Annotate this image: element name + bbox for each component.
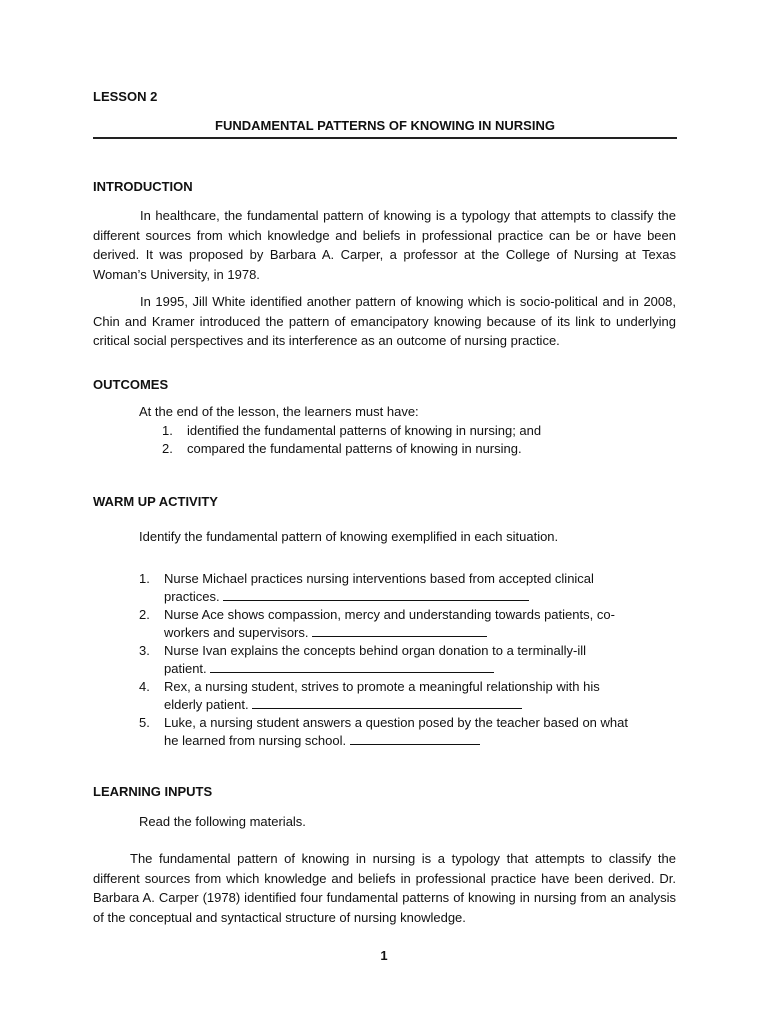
warm-up-number: 1.: [139, 571, 150, 586]
page-number: 1: [380, 948, 388, 963]
warm-up-line-text: elderly patient.: [164, 697, 249, 712]
warm-up-item: [139, 642, 659, 678]
warm-up-line: Luke, a nursing student answers a question posed by the teacher based on what: [164, 715, 628, 730]
warm-up-line-text: practices.: [164, 589, 220, 604]
outcome-text: compared the fundamental patterns of knowing in nursing.: [187, 441, 522, 456]
warm-up-number: 2.: [139, 607, 150, 622]
warm-up-item: [139, 570, 659, 606]
answer-blank[interactable]: [210, 661, 494, 673]
warm-up-list: [139, 570, 659, 750]
warm-up-line-text: he learned from nursing school.: [164, 733, 347, 748]
outcome-item: [162, 422, 541, 440]
outcomes-lead: At the end of the lesson, the learners must have:: [139, 404, 419, 419]
warm-up-item: [139, 678, 659, 714]
answer-blank[interactable]: [252, 697, 522, 709]
warm-up-number: 3.: [139, 643, 150, 658]
warm-up-line: Rex, a nursing student, strives to promote a meaningful relationship with his: [164, 679, 600, 694]
warm-up-line-text: workers and supervisors.: [164, 625, 309, 640]
warm-up-line: [164, 732, 659, 750]
answer-blank[interactable]: [312, 625, 487, 637]
introduction-paragraph-1: In healthcare, the fundamental pattern of knowing is a typology that attempts to classify the different sources from which knowledge and beliefs in professional practice can be or have been derived. It was proposed by Barbara A. Carper, a professor at the College of Nursing at Texas Woman’s University, in 1978.: [93, 208, 676, 282]
warm-up-line: Nurse Michael practices nursing interventions based from accepted clinical: [164, 571, 594, 586]
introduction-heading: INTRODUCTION: [93, 179, 193, 194]
outcome-number: 1.: [162, 423, 173, 438]
warm-up-line: [164, 696, 659, 714]
warm-up-number: 4.: [139, 679, 150, 694]
learning-inputs-lead: Read the following materials.: [139, 814, 306, 829]
outcomes-list: [162, 422, 541, 458]
outcomes-heading: OUTCOMES: [93, 377, 169, 392]
lesson-label: LESSON 2: [93, 89, 158, 104]
answer-blank[interactable]: [223, 589, 529, 601]
warm-up-line: Nurse Ivan explains the concepts behind organ donation to a terminally-ill: [164, 643, 587, 658]
warm-up-line: [164, 660, 659, 678]
learning-inputs-heading: LEARNING INPUTS: [93, 784, 213, 799]
outcome-item: [162, 440, 541, 458]
learning-inputs-paragraph: The fundamental pattern of knowing in nursing is a typology that attempts to classify the different sources from which knowledge and beliefs in professional practice have been derived. Dr. Barbara A. Carper (1978) identified four fundamental patterns of knowing in nursing from an analysis of the conceptual and syntactical structure of nursing knowledge.: [93, 851, 676, 925]
title-divider: [93, 137, 677, 139]
warm-up-line: [164, 624, 659, 642]
outcome-text: identified the fundamental patterns of knowing in nursing; and: [187, 423, 542, 438]
warm-up-line-text: patient.: [164, 661, 207, 676]
warm-up-instruction: Identify the fundamental pattern of knowing exemplified in each situation.: [139, 529, 559, 544]
warm-up-line: Nurse Ace shows compassion, mercy and understanding towards patients, co-: [164, 607, 615, 622]
introduction-paragraph-2: In 1995, Jill White identified another pattern of knowing which is socio-political and in 2008, Chin and Kramer introduced the pattern of emancipatory knowing because of its link to underlying critical social perspectives and its interference as an outcome of nursing practice.: [93, 294, 676, 348]
warm-up-item: [139, 606, 659, 642]
outcome-number: 2.: [162, 441, 173, 456]
warm-up-line: [164, 588, 659, 606]
warm-up-heading: WARM UP ACTIVITY: [93, 494, 218, 509]
answer-blank[interactable]: [350, 733, 480, 745]
warm-up-number: 5.: [139, 715, 150, 730]
document-title: FUNDAMENTAL PATTERNS OF KNOWING IN NURSING: [215, 118, 555, 133]
warm-up-item: [139, 714, 659, 750]
